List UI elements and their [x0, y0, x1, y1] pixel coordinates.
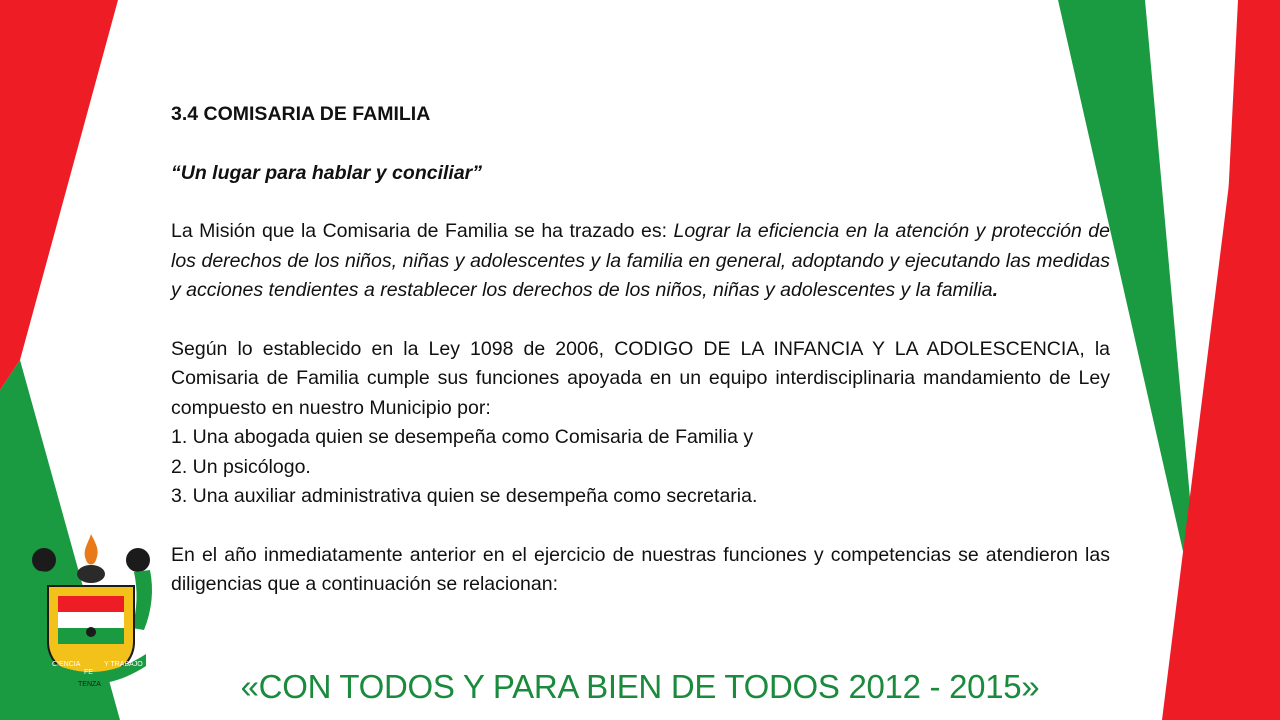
list-item: 3. Una auxiliar administrativa quien se desempeña como secretaria.	[171, 485, 758, 507]
crest-name: TENZA	[78, 681, 101, 688]
left-red-stripe	[0, 0, 118, 390]
mission-intro: La Misión que la Comisaria de Familia se ha trazado es:	[171, 220, 674, 242]
footer-slogan: «CON TODOS Y PARA BIEN DE TODOS 2012 - 2015»	[240, 668, 1040, 705]
motto-quote: “Un lugar para hablar y conciliar”	[171, 161, 483, 184]
section-heading: 3.4 COMISARIA DE FAMILIA	[171, 103, 431, 125]
mission-end: .	[992, 279, 999, 301]
list-item: 1. Una abogada quien se desempeña como Comisaria de Familia y	[171, 426, 754, 448]
closing-paragraph: En el año inmediatamente anterior en el ejercicio de nuestras funciones y competencias se atendieron las diligencias que a continuación se relacionan:	[171, 543, 1110, 595]
municipal-crest-logo	[22, 530, 160, 690]
list-item: 2. Un psicólogo.	[171, 455, 311, 478]
mission-paragraph	[171, 217, 1110, 306]
team-list	[171, 423, 1110, 512]
law-paragraph: Según lo establecido en la Ley 1098 de 2006, CODIGO DE LA INFANCIA Y LA ADOLESCENCIA, la Comisaria de Familia cumple sus funciones apoyada en un equipo interdisciplinaria mandamiento de Ley compuesto en nuestro Municipio por:	[171, 337, 1110, 419]
document-body	[171, 100, 1110, 629]
mission-text: Lograr la eficiencia en la atención y protección de los derechos de los niños, niñas y adolescentes y la familia en general, adoptando y ejecutando las medidas y acciones tendientes a restablecer los derechos de los niños, niñas y adolescentes y la familia	[171, 220, 1110, 301]
crest-motto-right: Y TRABAJO	[104, 661, 143, 668]
right-red-stripe	[1162, 0, 1280, 720]
crest-motto-mid: FE	[84, 669, 93, 676]
crest-motto-left: CIENCIA	[52, 661, 81, 668]
